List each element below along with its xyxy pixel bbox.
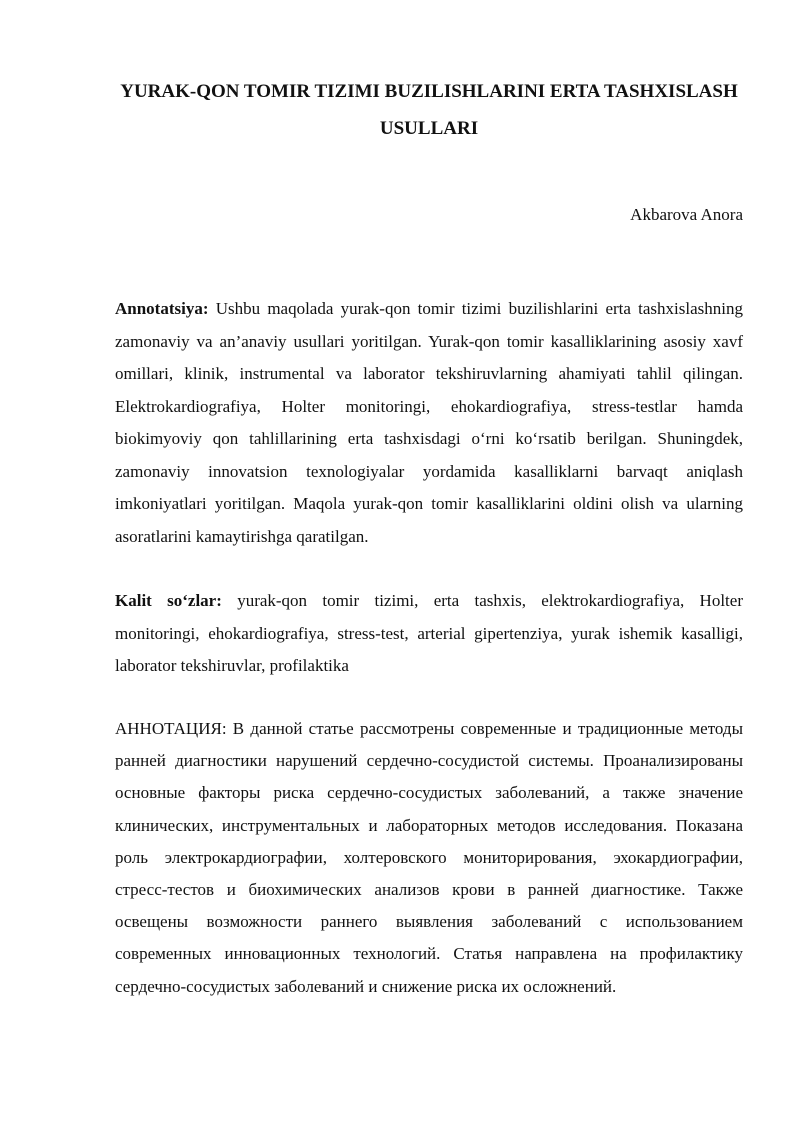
abstract-uz-label: Annotatsiya: (115, 299, 209, 318)
keywords-uz (115, 585, 743, 683)
abstract-uz-text: Ushbu maqolada yurak-qon tomir tizimi buzilishlarini erta tashxislashning zamonaviy va an’anaviy usullari yoritilgan. Yurak-qon tomir kasalliklarining asosiy xavf omillari, klinik, instrumental va laborator tekshiruvlarning ahamiyati tahlil qilingan. Elektrokardiografiya, Holter monitoringi, ehokardiografiya, stress-testlar hamda biokimyoviy qon tahlillarining erta tashxisdagi o‘rni ko‘rsatib berilgan. Shuningdek, zamonaviy innovatsion texnologiyalar yordamida kasalliklarni barvaqt aniqlash imkoniyatlari yoritilgan. Maqola yurak-qon tomir kasalliklarini oldini olish va ularning asoratlarini kamaytirishga qaratilgan. (115, 299, 743, 546)
author-name: Akbarova Anora (630, 205, 743, 224)
abstract-uz (115, 293, 743, 553)
keywords-uz-label: Kalit so‘zlar: (115, 591, 222, 610)
keywords-uz-text: yurak-qon tomir tizimi, erta tashxis, elektrokardiografiya, Holter monitoringi, ehokardiografiya, stress-test, arterial gipertenziya, yurak ishemik kasalligi, laborator tekshiruvlar, profilaktika (115, 591, 743, 675)
paper-title: YURAK-QON TOMIR TIZIMI BUZILISHLARINI ERTA TASHXISLASH USULLARI (120, 81, 738, 139)
abstract-ru-text: АННОТАЦИЯ: В данной статье рассмотрены современные и традиционные методы ранней диагностики нарушений сердечно-сосудистой системы. Проанализированы основные факторы риска сердечно-сосудистых заболеваний, а также значение клинических, инструментальных и лабораторных методов исследования. Показана роль электрокардиографии, холтеровского мониторирования, эхокардиографии, стресс-тестов и биохимических анализов крови в ранней диагностике. Также освещены возможности раннего выявления заболеваний с использованием современных инновационных технологий. Статья направлена на профилактику сердечно-сосудистых заболеваний и снижение риска их осложнений. (115, 719, 743, 996)
abstract-ru (115, 713, 743, 1003)
